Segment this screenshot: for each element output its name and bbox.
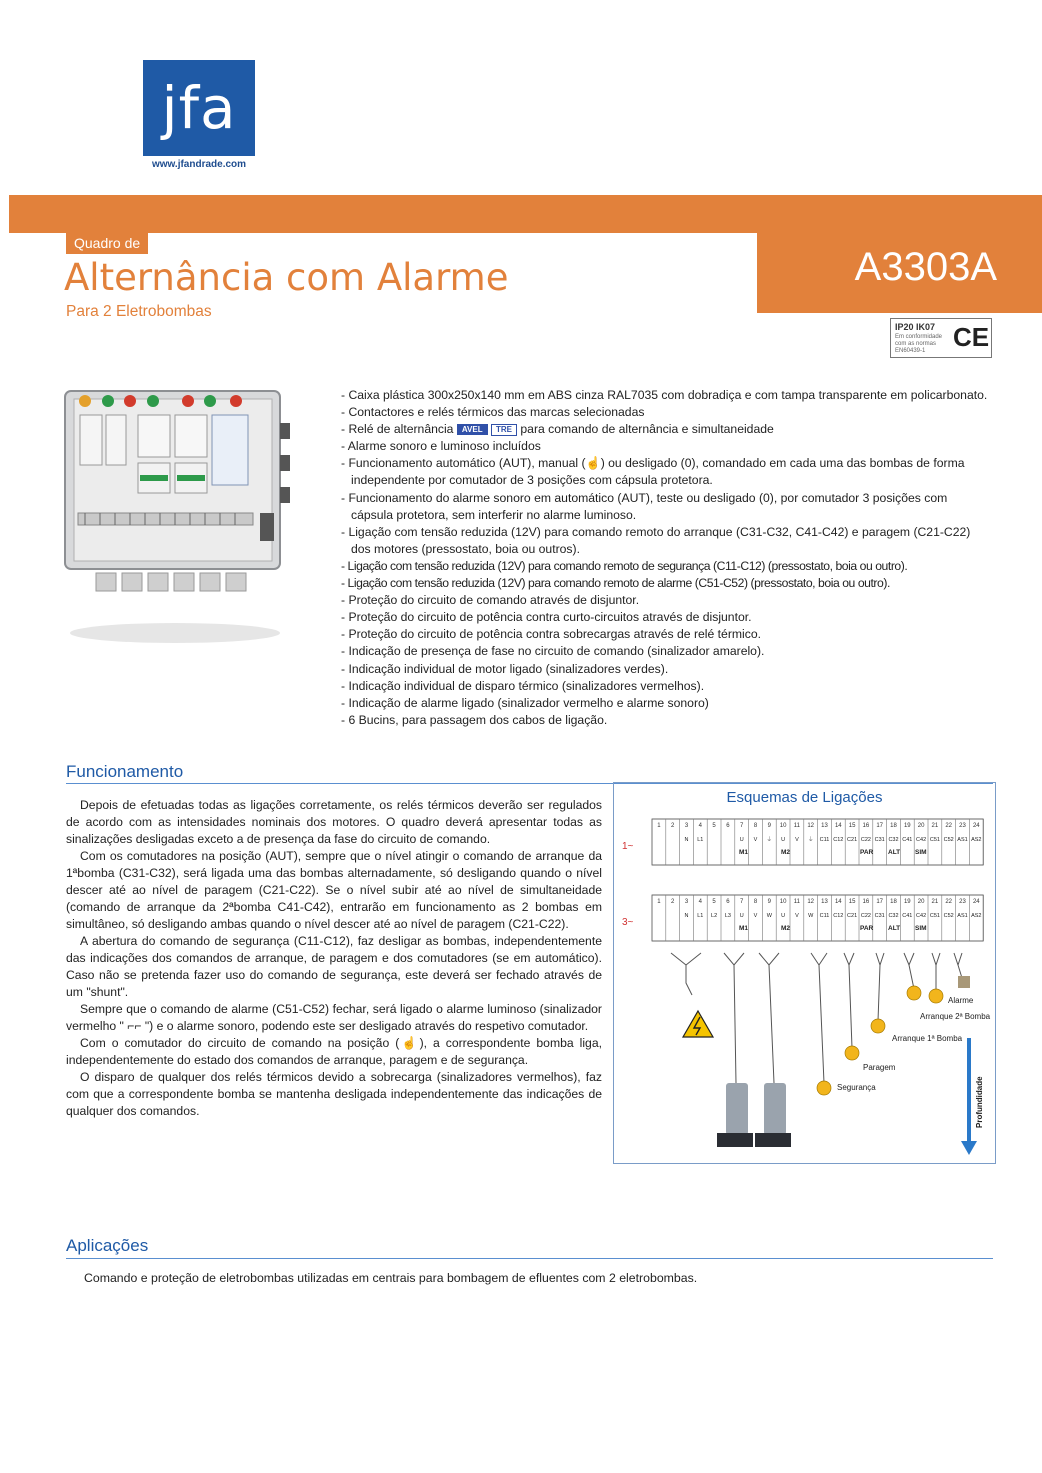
terminal-label: C22 [860, 837, 871, 843]
terminal-number: 24 [972, 899, 980, 905]
terminal-number: 15 [848, 899, 856, 905]
feature-item: - Indicação individual de disparo térmico (sinalizadores vermelhos). [341, 678, 705, 693]
terminal-strip-3ph [652, 895, 983, 941]
wiring-diagram-drawing [614, 783, 995, 1163]
aplicacoes-text: Comando e proteção de eletrobombas utilizadas em centrais para bombagem de efluentes com 2 eletrobombas. [84, 1271, 698, 1285]
terminal-number: 8 [753, 823, 758, 829]
terminal-label: C51 [929, 913, 940, 919]
paragraph: Com o comutador do circuito de comando na posição (☝), a correspondente bomba liga, independentemente do estado dos comandos de arranque, paragem e de segurança. [66, 1036, 602, 1067]
terminal-number: 10 [779, 899, 787, 905]
terminal-number: 9 [767, 823, 771, 829]
feature-item: - 6 Bucins, para passagem dos cabos de ligação. [341, 712, 608, 727]
product-photo [60, 383, 300, 653]
terminal-number: 7 [740, 899, 744, 905]
page-title: Alternância com Alarme [64, 256, 509, 299]
terminal-number: 15 [848, 823, 856, 829]
terminal-label: ⏚ [766, 837, 773, 843]
feature-item-relay [341, 421, 991, 438]
diagram-title: Esquemas de Ligações [726, 789, 883, 806]
feature-item: - Alarme sonoro e luminoso incluídos [341, 439, 541, 454]
certification-badge [890, 318, 992, 358]
company-logo [143, 60, 255, 173]
terminal-number: 16 [862, 823, 870, 829]
terminal-number: 11 [793, 823, 801, 829]
terminal-number: 9 [767, 899, 771, 905]
terminal-label: W [766, 913, 772, 919]
terminal-number: 19 [903, 899, 911, 905]
terminal-number: 13 [821, 823, 828, 829]
terminal-label: C41 [902, 837, 913, 843]
terminal-label: U [739, 913, 744, 919]
paragraph: Sempre que o comando de alarme (C51-C52) fechar, será ligado o alarme luminoso (sinalizador vermelho " ⌐⌐ ") e o alarme sonoro, podendo este ser desligado através do respetivo comutador. [66, 1002, 602, 1033]
terminal-number: 19 [903, 823, 911, 829]
label-seguranca: Segurança [837, 1083, 876, 1092]
header-band [9, 195, 1042, 233]
terminal-label: L3 [724, 913, 731, 919]
label-paragem: Paragem [863, 1063, 896, 1072]
terminal-label: AS2 [971, 837, 982, 843]
terminal-label: C32 [888, 837, 899, 843]
terminal-number: 18 [890, 899, 897, 905]
terminal-number: 21 [931, 899, 939, 905]
terminal-number: 12 [807, 823, 815, 829]
paragraph: Depois de efetuadas todas as ligações corretamente, os relés térmicos deverão ser regulados de acordo com as intensidades nominais dos motores. O quadro deverá apresentar todas as sinalizações desligadas exceto a de presença da fase do circuito de comando. [66, 798, 602, 846]
terminal-number: 1 [657, 899, 661, 905]
terminal-number: 8 [753, 899, 758, 905]
terminal-label: N [684, 913, 689, 919]
function-label: M1 [739, 925, 749, 932]
terminal-number: 13 [821, 899, 828, 905]
terminal-number: 16 [862, 899, 870, 905]
function-label: M1 [739, 849, 749, 856]
alarm-siren-icon [958, 976, 970, 988]
function-label: ALT [888, 849, 901, 856]
feature-item: - Funcionamento automático (AUT), manual (☝) ou desligado (0), comandado em cada uma das bombas de forma independente por comutador de 3 posições com cápsula protetora. [341, 456, 965, 488]
wiring-diagram [613, 782, 996, 1164]
terminal-label: U [781, 913, 786, 919]
logo-url: www.jfandrade.com [143, 156, 255, 173]
terminal-label: C41 [902, 913, 913, 919]
feature-item: - Indicação individual de motor ligado (sinalizadores verdes). [341, 661, 669, 676]
feature-item: - Indicação de presença de fase no circuito de comando (sinalizador amarelo). [341, 644, 765, 659]
terminal-label: N [684, 837, 689, 843]
terminal-number: 23 [959, 899, 966, 905]
terminal-number: 4 [698, 823, 702, 829]
terminal-label: AS1 [957, 913, 968, 919]
paragraph: O disparo de qualquer dos relés térmicos devido a sobrecarga (sinalizadores vermelhos), faz com que a correspondente bomba se mantenha desligada independentemente das indicações de qualquer dos comandos. [66, 1070, 602, 1118]
terminal-number: 5 [712, 823, 716, 829]
terminal-label: AS2 [971, 913, 982, 919]
row3-label: 3~ [622, 917, 634, 928]
terminal-number: 7 [740, 823, 744, 829]
tre-brand-logo: TRE [491, 424, 517, 436]
function-label: SIM [915, 925, 927, 932]
terminal-label: C21 [847, 913, 858, 919]
cable-lines [671, 953, 962, 1083]
terminal-number: 17 [876, 899, 884, 905]
terminal-number: 4 [698, 899, 702, 905]
function-label: M2 [781, 849, 791, 856]
terminal-number: 18 [890, 823, 897, 829]
paragraph: Com os comutadores na posição (AUT), sempre que o nível atingir o comando de arranque da 1ªbomba (C31-C32), será ligada uma das bombas alternadamente, só desligando quando o nível descer até ao nível de paragem (C21-C22). Se o nível subir até ao nível de simultaneidade (comando de arranque da 2ªbomba C41-C42), entrarão em funcionamento as 2 bombas em simultâneo, só desligando ambas quando o nível descer até ao nível de paragem (C21-C22). [66, 849, 602, 931]
terminal-number: 21 [931, 823, 939, 829]
terminal-number: 14 [834, 823, 842, 829]
paragraph: A abertura do comando de segurança (C11-C12), faz desligar as bombas, independentemente das indicações dos comandos de arranque, de paragem e dos comutadores (se em automático). Caso não se pretenda fazer uso do comando de segurança, este deverá ser fechado através de um "shunt". [66, 934, 602, 999]
terminal-label: C42 [916, 913, 927, 919]
terminal-label: V [795, 837, 799, 843]
feature-item: - Proteção do circuito de potência contra sobrecargas através de relé térmico. [341, 627, 762, 642]
terminal-number: 10 [779, 823, 787, 829]
terminal-label: C31 [874, 913, 885, 919]
terminal-label: L1 [697, 913, 704, 919]
terminal-label: L1 [697, 837, 704, 843]
feature-item: - Caixa plástica 300x250x140 mm em ABS cinza RAL7035 com dobradiça e com tampa transparente em policarbonato. [341, 388, 988, 402]
terminal-label: L2 [711, 913, 718, 919]
label-arranque1: Arranque 1ª Bomba [892, 1034, 963, 1043]
terminal-number: 6 [726, 823, 730, 829]
electrical-hazard-icon [683, 1011, 713, 1037]
terminal-label: U [781, 837, 786, 843]
cert-text: Em conformidade com as normas EN60439-1 [895, 334, 943, 354]
function-label: PAR [860, 925, 874, 932]
label-arranque2: Arranque 2ª Bomba [920, 1012, 991, 1021]
terminal-label: C11 [819, 913, 830, 919]
function-label: ALT [888, 925, 901, 932]
terminal-label: C22 [860, 913, 871, 919]
terminal-number: 22 [945, 899, 953, 905]
features-list [341, 387, 991, 729]
feature-item: - Funcionamento do alarme sonoro em automático (AUT), teste ou desligado (0), por comutador 3 posições com cápsula protetora, sem interferir no alarme luminoso. [341, 490, 948, 522]
terminal-label: C11 [819, 837, 830, 843]
terminal-number: 5 [712, 899, 716, 905]
feature-item: - Proteção do circuito de comando através de disjuntor. [341, 593, 640, 608]
terminal-number: 1 [657, 823, 661, 829]
feature-item: - Indicação de alarme ligado (sinalizador vermelho e alarme sonoro) [341, 695, 709, 710]
terminal-number: 2 [671, 899, 675, 905]
feature-item: - Ligação com tensão reduzida (12V) para comando remoto de alarme (C51-C52) (pressostato, boia ou outro). [341, 576, 890, 591]
terminal-number: 3 [684, 823, 689, 829]
header-divider [66, 232, 758, 233]
terminal-label: ⏚ [807, 837, 814, 843]
terminal-label: C51 [929, 837, 940, 843]
ip-rating: IP20 IK07 [895, 322, 936, 332]
terminal-number: 6 [726, 899, 730, 905]
label-alarme: Alarme [948, 996, 974, 1005]
terminal-strip-1ph [652, 819, 983, 865]
terminal-number: 11 [793, 899, 801, 905]
terminal-number: 2 [671, 823, 675, 829]
terminal-label: W [808, 913, 814, 919]
terminal-number: 12 [807, 899, 815, 905]
terminal-label: AS1 [957, 837, 968, 843]
section-heading-aplicacoes: Aplicações [66, 1236, 149, 1255]
ce-mark: CE [953, 322, 990, 352]
terminal-label: C12 [833, 913, 844, 919]
terminal-number: 17 [876, 823, 884, 829]
function-label: SIM [915, 849, 927, 856]
relay-prefix: - Relé de alternância [341, 422, 454, 437]
terminal-label: U [739, 837, 744, 843]
terminal-label: C12 [833, 837, 844, 843]
terminal-label: V [753, 913, 758, 919]
relay-suffix: para comando de alternância e simultaneidade [520, 422, 774, 437]
pump-icon [755, 1083, 791, 1147]
terminal-label: C32 [888, 913, 899, 919]
feature-item: - Proteção do circuito de potência contra curto-circuitos através de disjuntor. [341, 610, 752, 625]
logo-mark: jfa [161, 74, 237, 142]
function-label: M2 [781, 925, 791, 932]
terminal-label: V [795, 913, 799, 919]
label-profundidade: Profundidade [975, 1076, 984, 1128]
terminal-number: 14 [834, 899, 842, 905]
terminal-label: C52 [943, 837, 954, 843]
section-heading-funcionamento: Funcionamento [66, 762, 184, 781]
feature-item: - Contactores e relés térmicos das marcas selecionadas [341, 405, 645, 420]
terminal-number: 23 [959, 823, 966, 829]
page-tagline: Para 2 Eletrobombas [66, 303, 212, 320]
avel-brand-logo: AVEL [457, 424, 488, 435]
terminal-label: C21 [847, 837, 858, 843]
terminal-number: 22 [945, 823, 953, 829]
terminal-number: 20 [917, 899, 925, 905]
pump-icon [717, 1083, 753, 1147]
terminal-number: 24 [972, 823, 980, 829]
depth-arrow-head [961, 1141, 977, 1155]
terminal-number: 20 [917, 823, 925, 829]
terminal-label: C52 [943, 913, 954, 919]
row1-label: 1~ [622, 841, 634, 852]
terminal-number: 3 [684, 899, 689, 905]
terminal-label: C31 [874, 837, 885, 843]
feature-item: - Ligação com tensão reduzida (12V) para comando remoto de segurança (C11-C12) (pressostato, boia ou outro). [341, 558, 908, 573]
terminal-label: C42 [916, 837, 927, 843]
subtitle-tag: Quadro de [66, 233, 148, 254]
function-label: PAR [860, 849, 874, 856]
feature-item: - Ligação com tensão reduzida (12V) para comando remoto do arranque (C31-C32, C41-C42) e paragem (C21-C22) dos motores (pressostato, boia ou outros). [341, 524, 971, 556]
section-rule [66, 1258, 993, 1259]
product-code: A3303A [854, 245, 997, 289]
terminal-label: V [753, 837, 758, 843]
funcionamento-text [66, 797, 602, 1120]
